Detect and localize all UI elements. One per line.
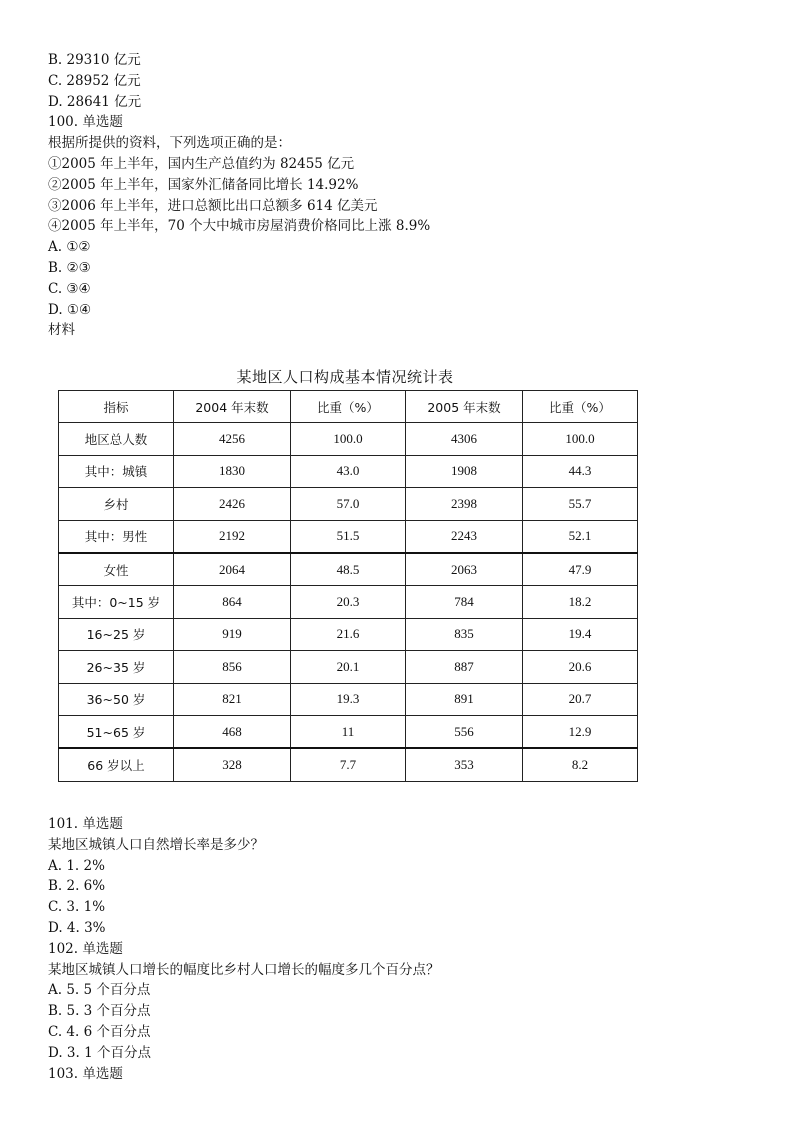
count-2005-cell: 887 xyxy=(406,651,523,683)
share-2004-cell: 43.0 xyxy=(291,455,406,487)
table-row xyxy=(59,520,638,553)
text-line: D. 4. 3% xyxy=(48,919,106,936)
text-line: C. ③④ xyxy=(48,280,91,297)
count-2005-cell: 4306 xyxy=(406,423,523,455)
text-line: D. ①④ xyxy=(48,301,92,318)
row-label-cell: 女性 xyxy=(59,553,174,586)
text-line: ②2005 年上半年，国家外汇储备同比增长 14.92% xyxy=(48,176,359,193)
header-2004-count: 2004 年末数 xyxy=(174,391,291,423)
text-line: 102. 单选题 xyxy=(48,940,123,957)
header-2005-share: 比重（%） xyxy=(523,391,638,423)
text-line: C. 28952 亿元 xyxy=(48,72,141,89)
share-2005-cell: 100.0 xyxy=(523,423,638,455)
row-label-cell: 地区总人数 xyxy=(59,423,174,455)
header-2004-share: 比重（%） xyxy=(291,391,406,423)
text-line: A. 5. 5 个百分点 xyxy=(48,982,151,999)
count-2005-cell: 1908 xyxy=(406,455,523,487)
share-2004-cell: 11 xyxy=(291,715,406,748)
header-2005-count: 2005 年末数 xyxy=(406,391,523,423)
share-2005-cell: 20.6 xyxy=(523,651,638,683)
row-label-cell: 36~50 岁 xyxy=(59,683,174,715)
table-row xyxy=(59,748,638,781)
row-label-cell: 乡村 xyxy=(59,488,174,520)
count-2005-cell: 784 xyxy=(406,586,523,618)
table-title: 某地区人口构成基本情况统计表 xyxy=(236,368,454,386)
text-line: A. ①② xyxy=(48,239,91,256)
question-block-top xyxy=(48,50,768,341)
text-line: 根据所提供的资料，下列选项正确的是： xyxy=(48,135,291,152)
table-row xyxy=(59,683,638,715)
question-block-bottom xyxy=(48,814,768,1084)
text-line: 100. 单选题 xyxy=(48,114,123,131)
count-2004-cell: 468 xyxy=(174,715,291,748)
count-2005-cell: 835 xyxy=(406,618,523,650)
count-2004-cell: 2064 xyxy=(174,553,291,586)
share-2005-cell: 52.1 xyxy=(523,520,638,553)
share-2005-cell: 55.7 xyxy=(523,488,638,520)
share-2004-cell: 100.0 xyxy=(291,423,406,455)
text-line: 某地区城镇人口增长的幅度比乡村人口增长的幅度多几个百分点？ xyxy=(48,961,440,978)
count-2005-cell: 891 xyxy=(406,683,523,715)
text-line: 101. 单选题 xyxy=(48,816,123,832)
share-2005-cell: 47.9 xyxy=(523,553,638,586)
share-2004-cell: 51.5 xyxy=(291,520,406,553)
share-2004-cell: 48.5 xyxy=(291,553,406,586)
table-row xyxy=(59,455,638,487)
text-line: C. 4. 6 个百分点 xyxy=(48,1023,151,1040)
share-2005-cell: 44.3 xyxy=(523,455,638,487)
table-row xyxy=(59,618,638,650)
text-line: D. 3. 1 个百分点 xyxy=(48,1044,151,1061)
share-2005-cell: 8.2 xyxy=(523,748,638,781)
count-2004-cell: 864 xyxy=(174,586,291,618)
count-2004-cell: 328 xyxy=(174,748,291,781)
share-2005-cell: 20.7 xyxy=(523,683,638,715)
count-2004-cell: 2426 xyxy=(174,488,291,520)
text-line: ④2005 年上半年，70 个大中城市房屋消费价格同比上涨 8.9% xyxy=(48,218,431,235)
table-row xyxy=(59,553,638,586)
text-line: B. 29310 亿元 xyxy=(48,52,141,68)
table-header-row xyxy=(59,391,638,423)
share-2004-cell: 21.6 xyxy=(291,618,406,650)
text-line: ③2006 年上半年，进口总额比出口总额多 614 亿美元 xyxy=(48,197,378,214)
text-line: 材料 xyxy=(48,322,75,339)
share-2004-cell: 20.3 xyxy=(291,586,406,618)
count-2004-cell: 1830 xyxy=(174,455,291,487)
count-2005-cell: 353 xyxy=(406,748,523,781)
count-2004-cell: 4256 xyxy=(174,423,291,455)
count-2005-cell: 2063 xyxy=(406,553,523,586)
share-2004-cell: 19.3 xyxy=(291,683,406,715)
share-2005-cell: 19.4 xyxy=(523,618,638,650)
header-indicator: 指标 xyxy=(59,391,174,423)
row-label-cell: 其中：城镇 xyxy=(59,455,174,487)
table-row xyxy=(59,488,638,520)
row-label-cell: 26~35 岁 xyxy=(59,651,174,683)
table-row xyxy=(59,651,638,683)
text-line: ①2005 年上半年，国内生产总值约为 82455 亿元 xyxy=(48,155,355,172)
share-2004-cell: 7.7 xyxy=(291,748,406,781)
row-label-cell: 16~25 岁 xyxy=(59,618,174,650)
share-2004-cell: 57.0 xyxy=(291,488,406,520)
table-row xyxy=(59,586,638,618)
table-row xyxy=(59,715,638,748)
table-row xyxy=(59,423,638,455)
count-2005-cell: 2398 xyxy=(406,488,523,520)
text-line: A. 1. 2% xyxy=(48,857,105,874)
share-2004-cell: 20.1 xyxy=(291,651,406,683)
text-line: C. 3. 1% xyxy=(48,899,106,916)
row-label-cell: 66 岁以上 xyxy=(59,748,174,781)
share-2005-cell: 18.2 xyxy=(523,586,638,618)
count-2004-cell: 919 xyxy=(174,618,291,650)
population-stats-table xyxy=(58,390,638,782)
text-line: 某地区城镇人口自然增长率是多少？ xyxy=(48,836,264,853)
count-2004-cell: 856 xyxy=(174,651,291,683)
count-2005-cell: 556 xyxy=(406,715,523,748)
share-2005-cell: 12.9 xyxy=(523,715,638,748)
count-2004-cell: 2192 xyxy=(174,520,291,553)
row-label-cell: 其中：0~15 岁 xyxy=(59,586,174,618)
count-2004-cell: 821 xyxy=(174,683,291,715)
count-2005-cell: 2243 xyxy=(406,520,523,553)
row-label-cell: 其中：男性 xyxy=(59,520,174,553)
text-line: 103. 单选题 xyxy=(48,1065,123,1082)
text-line: D. 28641 亿元 xyxy=(48,93,142,110)
text-line: B. 5. 3 个百分点 xyxy=(48,1003,151,1020)
text-line: B. 2. 6% xyxy=(48,878,106,895)
text-line: B. ②③ xyxy=(48,259,91,276)
row-label-cell: 51~65 岁 xyxy=(59,715,174,748)
